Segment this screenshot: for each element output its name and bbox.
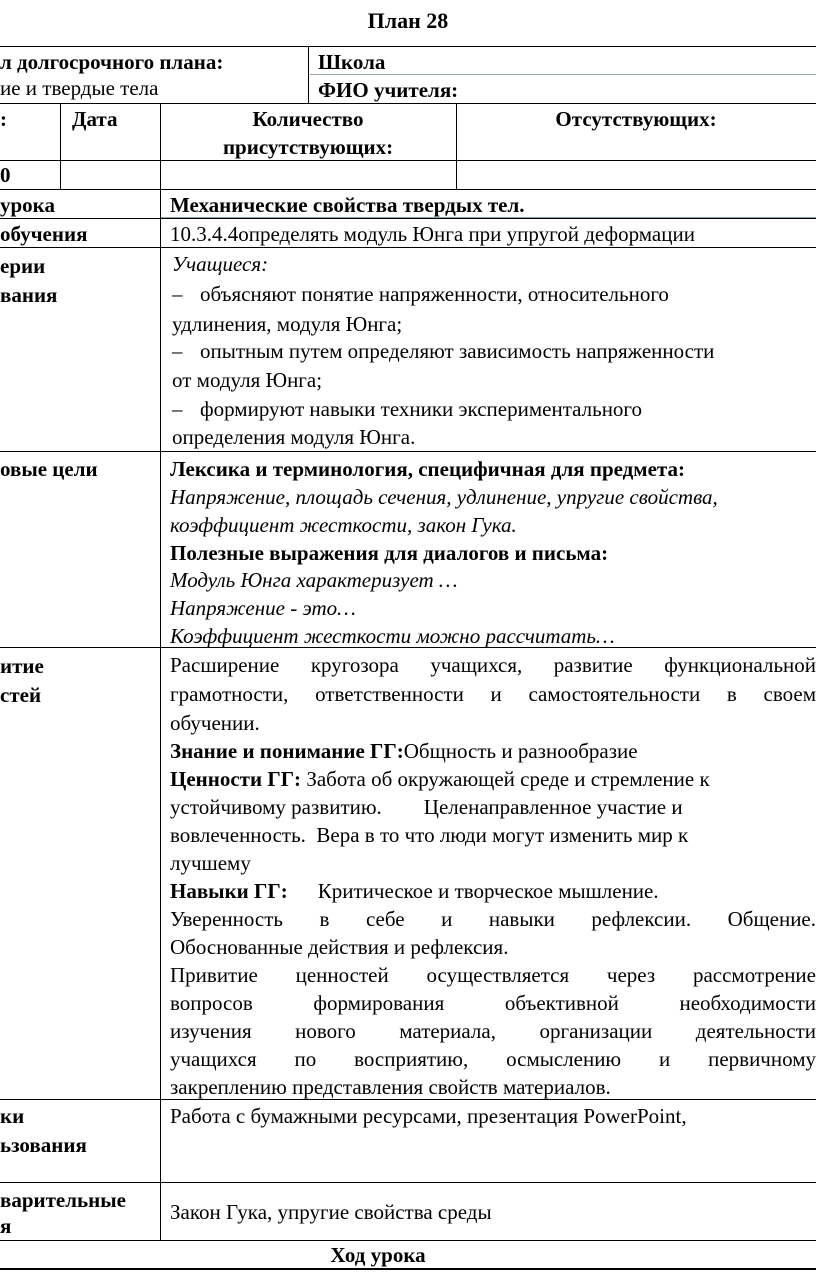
goal-value: 10.3.4.4определять модуль Юнга при упругой деформации [170, 222, 695, 246]
language-label: овые цели [0, 457, 98, 481]
language-heading: Лексика и терминология, специфичная для предмета: [170, 457, 685, 481]
prior-label: варительные [0, 1188, 126, 1212]
skills-line [170, 877, 816, 906]
grid-line [0, 46, 816, 47]
grid-line [308, 46, 309, 103]
criteria-text: опытным путем определяют зависимость напряженности [200, 339, 715, 363]
class-value: 0 [0, 163, 11, 187]
criteria-label: вания [0, 283, 58, 307]
criteria-text: определения модуля Юнга. [172, 425, 416, 449]
section-label: л долгосрочного плана: [0, 50, 224, 74]
grid-line [310, 74, 816, 75]
skills-text: Критическое и творческое мышление. [317, 879, 659, 903]
values-text: грамотности, ответственности и самостоятельности в своем [170, 682, 816, 706]
criteria-item [172, 280, 669, 309]
skills-label: Навыки ГГ: [170, 879, 288, 903]
knowledge-value: Общность и разнообразие [403, 739, 638, 763]
gg-values-text: устойчивому развитию. Целенаправленное участие и [170, 795, 683, 819]
values-label: стей [0, 683, 42, 707]
page-title: План 28 [367, 8, 449, 33]
values-text: обучении. [170, 711, 260, 735]
ict-value: Работа с бумажными ресурсами, презентация PowerPoint, [170, 1104, 687, 1128]
ict-label: ки [0, 1104, 25, 1128]
prior-label: я [0, 1214, 12, 1238]
instill-text: учащихся по восприятию, осмыслению и первичному [170, 1047, 816, 1071]
date-label: Дата [72, 107, 118, 131]
criteria-item [172, 337, 714, 366]
criteria-intro: Учащиеся: [172, 252, 269, 276]
goal-label: обучения [0, 222, 88, 246]
criteria-text: от модуля Юнга; [172, 368, 323, 392]
topic-label: урока [0, 193, 55, 217]
present-label: Количество [252, 107, 364, 131]
instill-text: Привитие ценностей осуществляется через рассмотрение [170, 963, 816, 987]
grid-line [0, 1182, 816, 1183]
present-label: присутствующих: [222, 135, 394, 159]
gg-values-text: вовлеченность. Вера в то что люди могут изменить мир к [170, 823, 689, 847]
language-terms: коэффициент жесткости, закон Гука. [170, 513, 517, 537]
dash-mark: – [172, 339, 183, 363]
knowledge-label: Знание и понимание ГГ: [170, 739, 404, 763]
criteria-text: удлинения, модуля Юнга; [172, 312, 403, 336]
phrases-heading: Полезные выражения для диалогов и письма: [170, 541, 609, 565]
school-label: Школа [318, 50, 386, 74]
phrase-item: Напряжение - это… [170, 596, 356, 620]
teacher-label: ФИО учителя: [318, 78, 459, 102]
language-terms: Напряжение, площадь сечения, удлинение, упругие свойства, [170, 485, 718, 509]
phrase-item: Коэффициент жесткости можно рассчитать… [170, 624, 615, 648]
gg-values-label: Ценности ГГ: [170, 767, 302, 791]
criteria-label: ерии [0, 254, 46, 278]
dash-mark: – [172, 282, 183, 306]
criteria-text: объясняют понятие напряженности, относительного [200, 282, 669, 306]
class-label: : [0, 107, 7, 131]
grid-line [160, 103, 161, 1240]
values-label: итие [0, 654, 44, 678]
lesson-flow-heading: Ход урока [330, 1243, 426, 1267]
skills-text: Уверенность в себе и навыки рефлексии. Общение. [170, 907, 816, 931]
ict-label: ьзования [0, 1133, 87, 1157]
dash-mark: – [172, 397, 183, 421]
gg-values-text: Забота об окружающей среде и стремление к [301, 767, 710, 791]
instill-text: изучения нового материала, организации деятельности [170, 1019, 816, 1043]
absent-label: Отсутствующих: [555, 107, 717, 131]
grid-line [60, 103, 61, 189]
instill-text: вопросов формирования объективной необходимости [170, 991, 816, 1015]
section-value: ие и твердые тела [0, 76, 159, 100]
criteria-item [172, 395, 642, 424]
knowledge-line [170, 737, 638, 766]
phrase-item: Модуль Юнга характеризует … [170, 568, 458, 592]
values-text: Расширение кругозора учащихся, развитие функциональной [170, 653, 816, 677]
grid-line [0, 189, 816, 190]
gg-values-text: лучшему [170, 851, 251, 875]
topic-value: Механические свойства твердых тел. [170, 193, 525, 217]
instill-text: закреплению представления свойств материалов. [170, 1075, 611, 1099]
criteria-text: формируют навыки техники экспериментального [200, 397, 643, 421]
skills-text: Обоснованные действия и рефлексия. [170, 935, 509, 959]
gg-values-line [170, 765, 710, 794]
prior-value: Закон Гука, упругие свойства среды [170, 1200, 492, 1224]
